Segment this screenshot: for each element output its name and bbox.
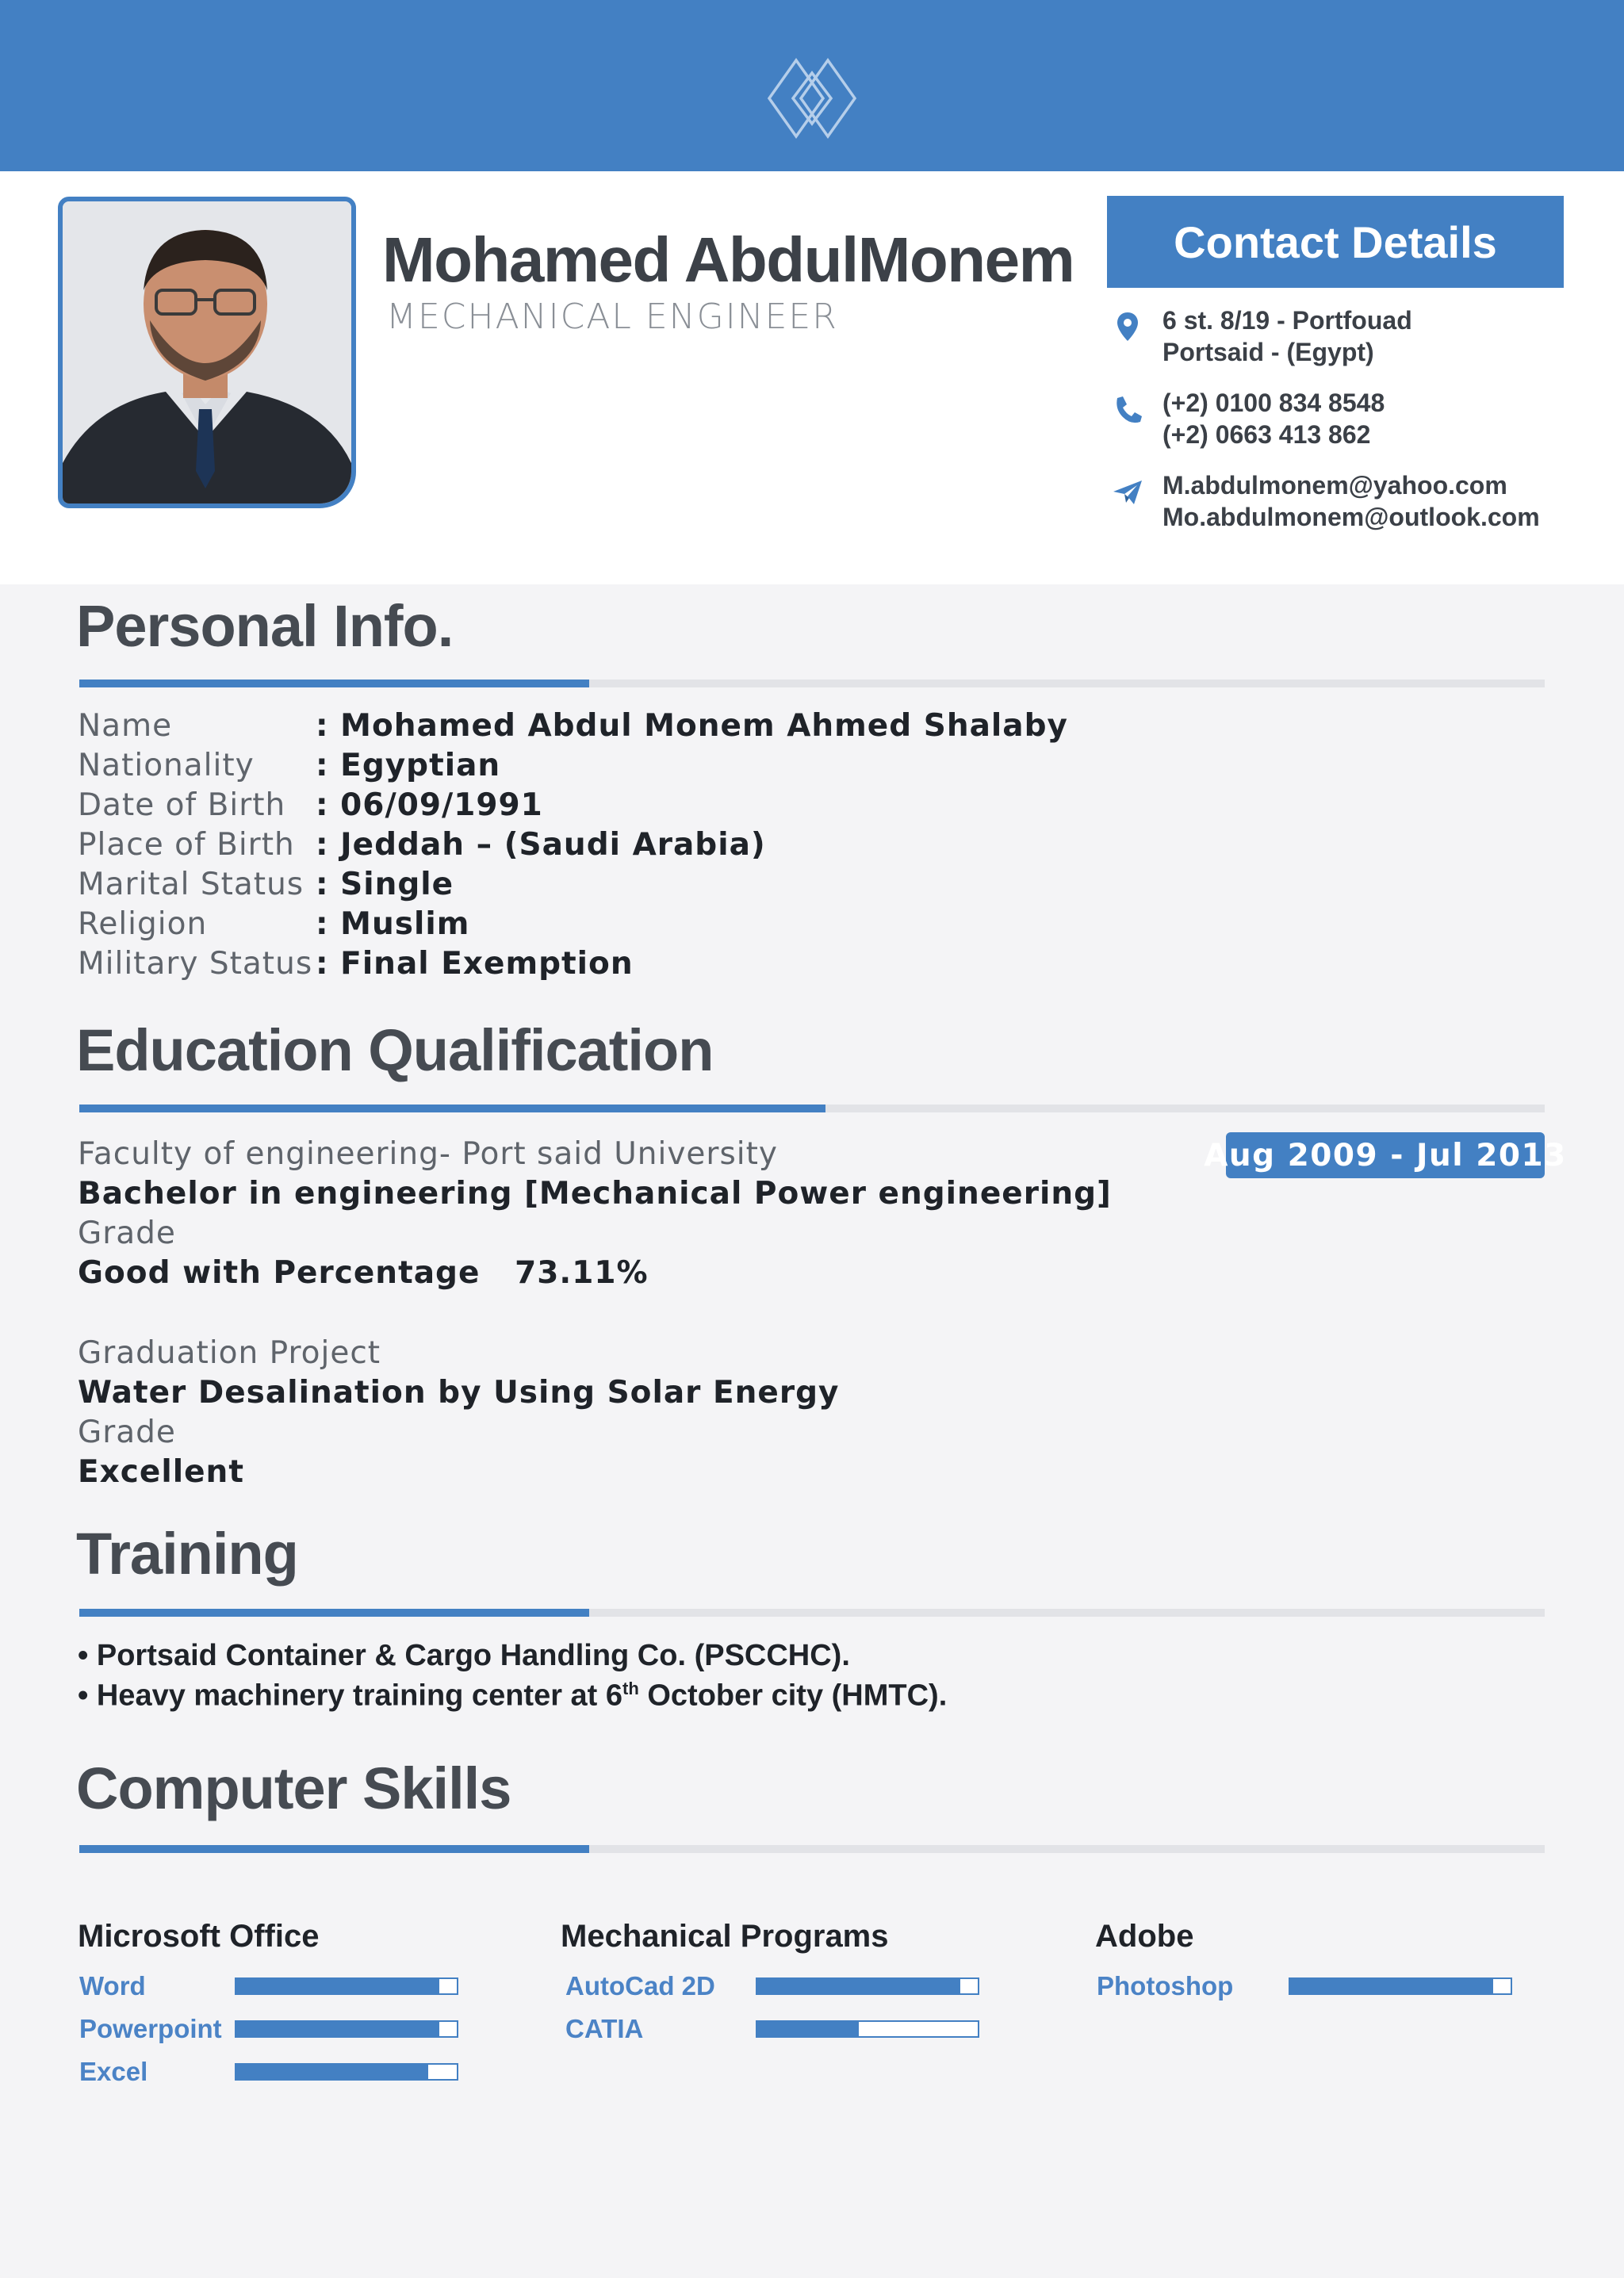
info-value: : Final Exemption: [316, 946, 634, 982]
skill-name: Photoshop: [1097, 1971, 1234, 2000]
top-banner: [0, 0, 1624, 171]
skill-bar-fill: [757, 2022, 859, 2036]
profile-photo: [58, 197, 356, 508]
phone-1[interactable]: (+2) 0100 834 8548: [1162, 389, 1385, 417]
info-label: Religion: [78, 906, 208, 942]
skill-bar: [235, 2020, 458, 2038]
project-grade-label: Grade: [78, 1415, 176, 1450]
faculty: Faculty of engineering- Port said University: [78, 1136, 778, 1172]
training-item-sup: th: [622, 1679, 639, 1698]
candidate-name: Mohamed AbdulMonem: [382, 224, 1074, 295]
grade-value: Good with Percentage 73.11%: [78, 1255, 649, 1291]
skill-group-title: Mechanical Programs: [561, 1919, 889, 1954]
personal-info-rule-accent: [79, 680, 589, 687]
skill-bar-fill: [236, 1979, 439, 1993]
skill-bar: [756, 2020, 979, 2038]
info-label: Nationality: [78, 748, 255, 783]
info-label: Marital Status: [78, 867, 304, 902]
info-value: : Egyptian: [316, 748, 501, 783]
grade-label: Grade: [78, 1216, 176, 1251]
skill-bar-fill: [757, 1979, 960, 1993]
education-rule-accent: [79, 1105, 825, 1112]
skill-name: CATIA: [565, 2014, 644, 2043]
training-heading: Training: [76, 1521, 298, 1587]
email-1[interactable]: M.abdulmonem@yahoo.com: [1162, 471, 1507, 500]
skill-group-title: Microsoft Office: [78, 1919, 320, 1954]
training-item-text: October city (HMTC).: [638, 1679, 948, 1713]
location-pin-icon: [1110, 309, 1145, 344]
address-line-2: Portsaid - (Egypt): [1162, 338, 1374, 366]
paper-plane-icon: [1110, 474, 1145, 509]
address-line-1: 6 st. 8/19 - Portfouad: [1162, 306, 1412, 335]
education-heading: Education Qualification: [76, 1017, 714, 1083]
info-label: Date of Birth: [78, 787, 286, 823]
skill-bar-fill: [236, 2022, 439, 2036]
info-label: Name: [78, 708, 173, 744]
skill-bar: [235, 2063, 458, 2081]
skill-bar: [235, 1977, 458, 1995]
phone-icon: [1110, 392, 1145, 427]
contact-details-heading: Contact Details: [1107, 196, 1564, 288]
info-label: Place of Birth: [78, 827, 295, 863]
person-portrait-icon: [63, 201, 351, 503]
info-value: : Mohamed Abdul Monem Ahmed Shalaby: [316, 708, 1068, 744]
project-label: Graduation Project: [78, 1335, 381, 1371]
degree: Bachelor in engineering [Mechanical Power engineering]: [78, 1176, 1112, 1212]
skill-bar-fill: [1290, 1979, 1493, 1993]
skill-group-title: Adobe: [1095, 1919, 1194, 1954]
info-value: : Jeddah – (Saudi Arabia): [316, 827, 766, 863]
project-grade-value: Excellent: [78, 1454, 244, 1490]
info-value: : Single: [316, 867, 454, 902]
skill-bar: [756, 1977, 979, 1995]
training-item: • Portsaid Container & Cargo Handling Co. (PSCCHC).: [78, 1639, 850, 1672]
computer-skills-heading: Computer Skills: [76, 1755, 511, 1821]
info-value: : 06/09/1991: [316, 787, 543, 823]
skill-name: Excel: [79, 2057, 148, 2086]
training-item: [78, 1679, 947, 1713]
training-item-text: • Heavy machinery training center at 6: [78, 1679, 623, 1713]
skill-bar: [1289, 1977, 1512, 1995]
project-value: Water Desalination by Using Solar Energy: [78, 1375, 840, 1411]
training-rule-accent: [79, 1609, 589, 1617]
info-value: : Muslim: [316, 906, 470, 942]
education-date-badge: Aug 2009 - Jul 2013: [1226, 1132, 1545, 1178]
skill-name: AutoCad 2D: [565, 1971, 715, 2000]
phone-2[interactable]: (+2) 0663 413 862: [1162, 420, 1371, 449]
skill-name: Word: [79, 1971, 146, 2000]
email-2[interactable]: Mo.abdulmonem@outlook.com: [1162, 503, 1540, 531]
skill-bar-fill: [236, 2065, 428, 2079]
skill-name: Powerpoint: [79, 2014, 222, 2043]
personal-info-heading: Personal Info.: [76, 593, 454, 659]
diamond-logo-icon: [766, 57, 858, 140]
job-title: MECHANICAL ENGINEER: [386, 297, 838, 337]
skills-rule-accent: [79, 1845, 589, 1853]
info-label: Military Status: [78, 946, 313, 982]
